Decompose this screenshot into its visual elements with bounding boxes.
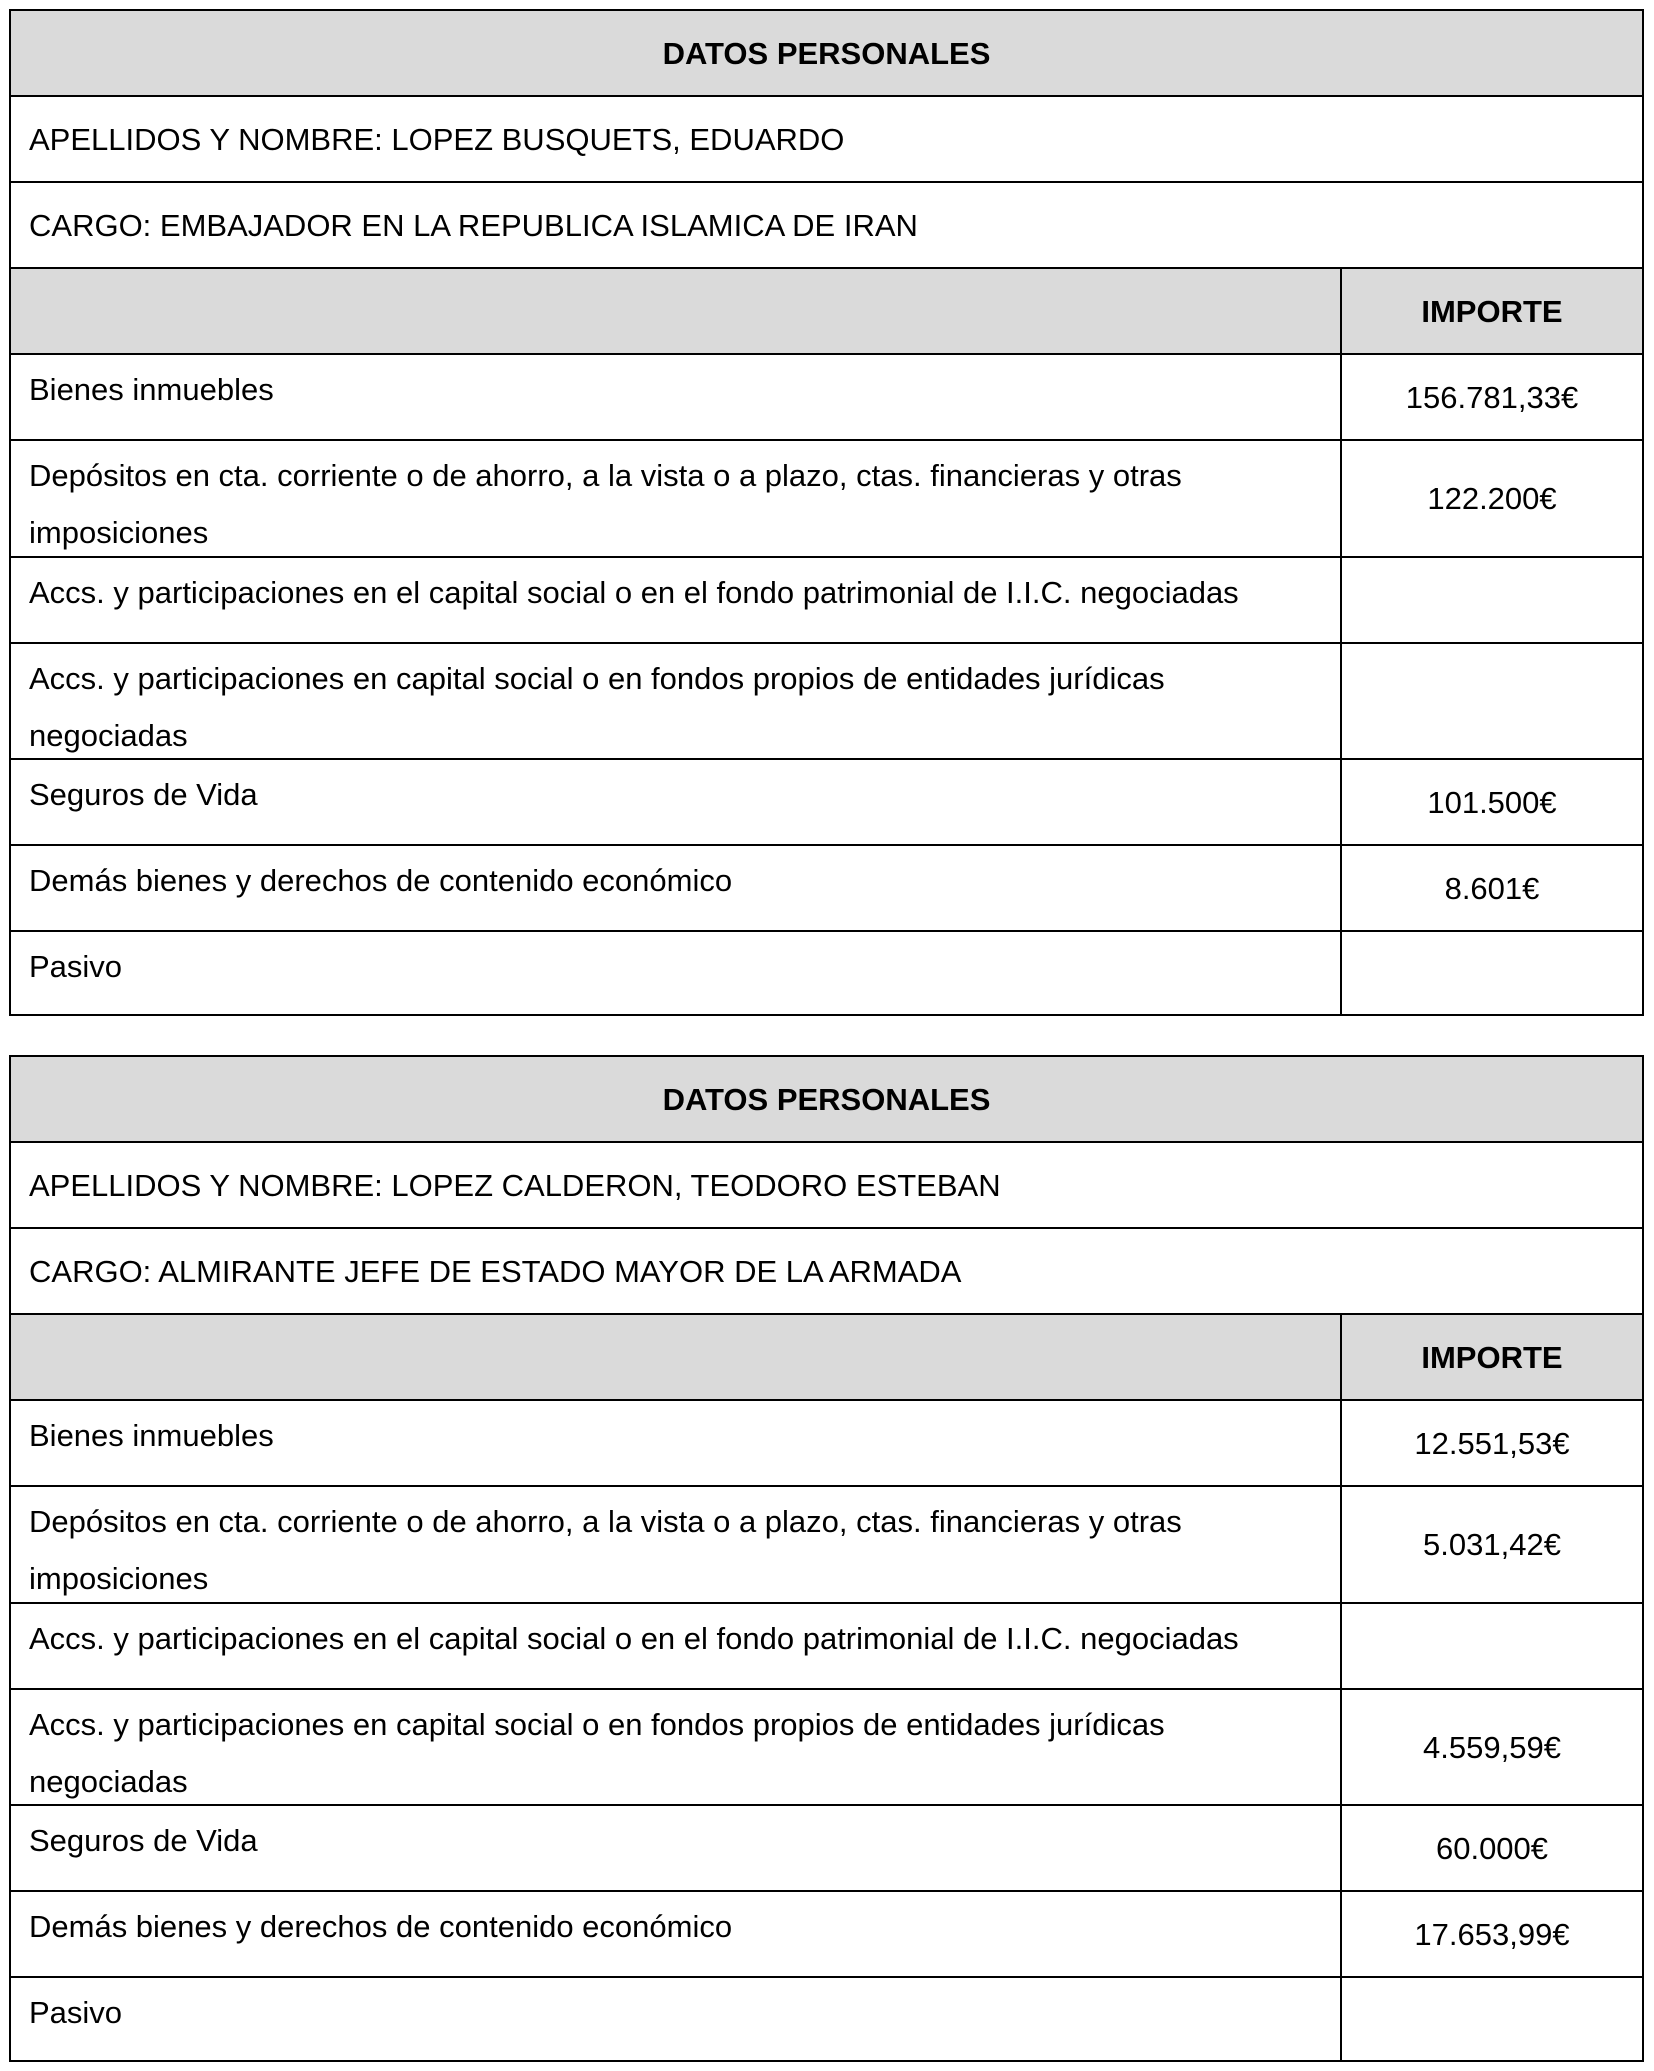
item-amount xyxy=(1342,932,1642,1014)
cargo-row xyxy=(11,1229,1642,1315)
cargo-text: CARGO: ALMIRANTE JEFE DE ESTADO MAYOR DE LA ARMADA xyxy=(29,1253,962,1289)
item-label: Accs. y participaciones en capital social o en fondos propios de entidades jurídicas negociadas xyxy=(11,644,1342,758)
item-amount xyxy=(1342,1604,1642,1688)
table-row xyxy=(11,760,1642,846)
section-title-text: DATOS PERSONALES xyxy=(662,1081,991,1117)
table-row xyxy=(11,1892,1642,1978)
item-label: Seguros de Vida xyxy=(11,760,1342,844)
table-row xyxy=(11,1401,1642,1487)
item-label: Accs. y participaciones en capital social o en fondos propios de entidades jurídicas negociadas xyxy=(11,1690,1342,1804)
name-row xyxy=(11,97,1642,183)
item-label: Demás bienes y derechos de contenido económico xyxy=(11,846,1342,930)
table-row xyxy=(11,1604,1642,1690)
section-title-text: DATOS PERSONALES xyxy=(662,35,991,71)
column-header-row xyxy=(11,1315,1642,1401)
item-amount: 101.500€ xyxy=(1427,784,1557,820)
item-amount: 8.601€ xyxy=(1444,870,1540,906)
name-row xyxy=(11,1143,1642,1229)
amount-column-header xyxy=(1342,1315,1642,1399)
item-label: Pasivo xyxy=(11,1978,1342,2060)
item-amount: 60.000€ xyxy=(1435,1830,1549,1866)
table-row xyxy=(11,558,1642,644)
item-label: Depósitos en cta. corriente o de ahorro, a la vista o a plazo, ctas. financieras y otras imposiciones xyxy=(11,1487,1342,1602)
cargo-text: CARGO: EMBAJADOR EN LA REPUBLICA ISLAMICA DE IRAN xyxy=(29,207,918,243)
item-amount: 12.551,53€ xyxy=(1414,1425,1570,1461)
item-amount: 156.781,33€ xyxy=(1405,379,1579,415)
item-label: Seguros de Vida xyxy=(11,1806,1342,1890)
item-amount: 122.200€ xyxy=(1427,481,1557,516)
table-row xyxy=(11,355,1642,441)
item-label: Pasivo xyxy=(11,932,1342,1014)
section-title xyxy=(11,11,1642,97)
item-amount: 17.653,99€ xyxy=(1414,1916,1570,1952)
amount-column-header xyxy=(1342,269,1642,353)
item-amount: 5.031,42€ xyxy=(1423,1527,1561,1562)
declaration-table-1 xyxy=(9,9,1644,1016)
item-amount xyxy=(1342,1978,1642,2060)
column-header-blank xyxy=(11,269,1342,353)
item-label: Demás bienes y derechos de contenido económico xyxy=(11,1892,1342,1976)
item-label: Bienes inmuebles xyxy=(11,355,1342,439)
item-amount xyxy=(1342,644,1642,758)
item-label: Depósitos en cta. corriente o de ahorro, a la vista o a plazo, ctas. financieras y otras imposiciones xyxy=(11,441,1342,556)
cargo-row xyxy=(11,183,1642,269)
item-label: Bienes inmuebles xyxy=(11,1401,1342,1485)
table-row xyxy=(11,846,1642,932)
item-amount: 4.559,59€ xyxy=(1423,1729,1561,1765)
item-label: Accs. y participaciones en el capital social o en el fondo patrimonial de I.I.C. negociadas xyxy=(11,1604,1342,1688)
table-row xyxy=(11,1978,1642,2060)
table-row xyxy=(11,1690,1642,1806)
amount-header-text: IMPORTE xyxy=(1421,293,1563,329)
section-title xyxy=(11,1057,1642,1143)
item-amount xyxy=(1342,558,1642,642)
table-row xyxy=(11,441,1642,558)
table-row xyxy=(11,1806,1642,1892)
name-text: APELLIDOS Y NOMBRE: LOPEZ BUSQUETS, EDUARDO xyxy=(29,121,845,157)
column-header-blank xyxy=(11,1315,1342,1399)
table-row xyxy=(11,1487,1642,1604)
table-row xyxy=(11,644,1642,760)
item-label: Accs. y participaciones en el capital social o en el fondo patrimonial de I.I.C. negociadas xyxy=(11,558,1342,642)
name-text: APELLIDOS Y NOMBRE: LOPEZ CALDERON, TEODORO ESTEBAN xyxy=(29,1167,1001,1203)
declaration-table-2 xyxy=(9,1055,1644,2062)
column-header-row xyxy=(11,269,1642,355)
amount-header-text: IMPORTE xyxy=(1421,1339,1563,1375)
table-row xyxy=(11,932,1642,1014)
